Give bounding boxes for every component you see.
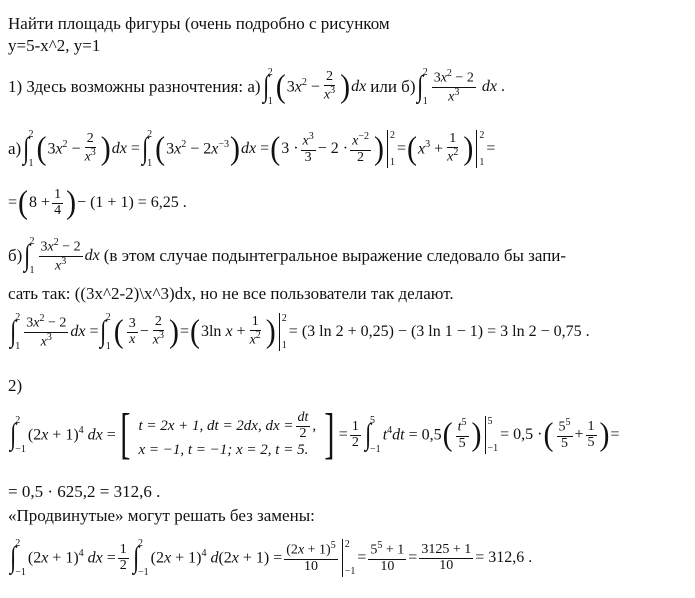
b-result: = (3 ln 2 + 0,25) − (3 ln 1 − 1) = 3 ln 2 − 0,75 . xyxy=(288,323,590,340)
part1-b-calc: ∫ 2 1 $\frac{3x^2 - 2}{x^3}$ dx = ∫ 2 1 ( $\frac{3}{x}$ − $\frac{2}{x^3}$ ) = ( 3ln x + $\frac{1}{x^2}$ ) 2 1 = (3 ln 2 + 0,25) − (3 ln 1 − 1) = 3 ln 2 − 0,75 . xyxy=(10,312,590,352)
problem-title: Найти площадь фигуры (очень подробно с рисунком xyxy=(8,14,390,33)
integral-sign: ∫ 2 1 xyxy=(417,67,428,107)
part1-a-line: а) ∫ 2 1 ( $3x^2$ − $\frac{2}{x^3}$ ) dx = ∫ 2 1 ( $3x^2 - 2x^{-3}$ ) dx = ( 3 · $\frac{x^3}{3}$ − 2 · $\frac{x^{-2}}{2}$ ) 2 1 = ( $x^3$ + $\frac{1}{x^2}$ ) 2 1 = xyxy=(8,129,496,169)
part2-final-line: ∫ 2 −1 $(2x + 1)^4$ dx = $\frac{1}{2}$ ∫ 2 −1 $(2x + 1)^4$ d(2x + 1) = $\frac{(2x + 1)^5}{10}$ 2 −1 = $\frac{5^5 + 1}{10}$ = $\frac{3125 + 1}{10}$ = 312,6 . xyxy=(10,538,533,578)
part2-label: 2) xyxy=(8,376,23,395)
part1-intro-line: 1) Здесь возможны разночтения: а) ∫ 2 1 ( $3x^2$ − $\frac{2}{x^3}$ ) dx или б) ∫ 2 1 $\frac{3x^2 - 2}{x^3}$ dx . xyxy=(8,67,505,107)
integral-sign: ∫ 2 1 xyxy=(262,67,273,107)
b-note: (в этом случае подынтегральное выражение следовало бы запи- xyxy=(103,246,567,265)
or-b-text: или б) xyxy=(370,77,416,96)
part2-result: = 0,5 · 625,2 = 312,6 . xyxy=(8,482,161,501)
problem-equation: y=5-x^2, y=1 xyxy=(8,36,101,55)
part2-subst-line: ∫ 2 −1 $(2x + 1)^4$ dx = [ t = 2x + 1, dt = 2dx, dx = $\frac{dt}{2}$ , x = −1, t = −1; x = 2, t = 5. ] = $\frac{1}{2}$ ∫ 5 −1 $t^4dt = 0,5$ ( $\frac{t^5}{5}$ ) 5 −1 = 0,5 · ( $\frac{5^5}{5}$ + $\frac{1}{5}$ ) = xyxy=(10,403,620,466)
a-label: а) xyxy=(8,139,22,158)
part1-a-result: = ( 8 + $\frac{1}{4}$ ) − (1 + 1) = 6,25 . xyxy=(8,184,187,221)
final-result: = 312,6 . xyxy=(475,549,533,566)
advanced-note: «Продвинутые» могут решать без замены: xyxy=(8,506,315,525)
subst-bottom: x = −1, t = −1; x = 2, t = 5. xyxy=(138,441,309,458)
part1-intro-text: 1) Здесь возможны разночтения: а) xyxy=(8,77,261,96)
b-note-continuation: сать так: ((3x^2-2)\x^3)dx, но не все пользователи так делают. xyxy=(8,284,454,303)
subst-top: t = 2x + 1, dt = 2dx, dx = xyxy=(138,418,294,434)
substitution-bracket: [ t = 2x + 1, dt = 2dx, dx = $\frac{dt}{2}$ , x = −1, t = −1; x = 2, t = 5. ] xyxy=(119,403,335,466)
b-label: б) xyxy=(8,246,23,265)
part1-b-line: б) ∫ 2 1 $\frac{3x^2 - 2}{x^3}$ dx (в этом случае подынтегральное выражение следовало бы запи- xyxy=(8,236,567,276)
